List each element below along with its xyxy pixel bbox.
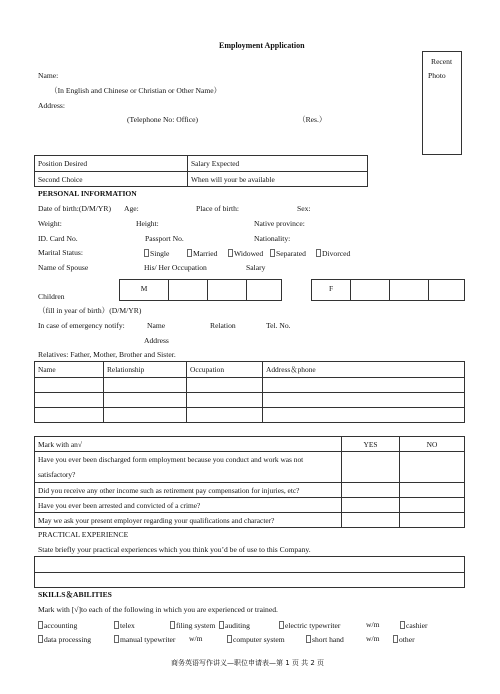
place-of-birth-label: Place of birth: <box>196 204 240 213</box>
sex-label: Sex: <box>297 204 311 213</box>
question-2-yes[interactable] <box>342 483 400 498</box>
dob-label: Date of birth:(D/M/YR) <box>38 204 111 213</box>
emergency-name-label: Name <box>147 321 166 330</box>
divorced-checkbox[interactable]: Divorced <box>316 249 350 258</box>
separated-checkbox[interactable]: Separated <box>270 249 306 258</box>
children-male-table <box>119 279 282 301</box>
fill-year-note: （fill in year of birth）(D/M/YR) <box>38 306 142 315</box>
id-card-label: ID. Card No. <box>38 234 78 243</box>
telephone-office-label: (Telephone No: Office) <box>127 115 199 124</box>
age-label: Age: <box>124 204 139 213</box>
page-footer: 商务英语写作讲义—职位申请表—第 1 页 共 2 页 <box>171 659 325 667</box>
children-label: Children <box>38 292 65 301</box>
skills-prompt: Mark with [√]to each of the following in which you are experienced or trained. <box>38 605 278 614</box>
table-row <box>35 393 465 408</box>
question-1-line-1: Have you ever been discharged form employment because you conduct and work was not <box>35 452 342 468</box>
no-header: NO <box>400 437 465 452</box>
male-cell[interactable] <box>247 280 282 301</box>
height-label: Height: <box>136 219 159 228</box>
mark-header: Mark with an√ <box>35 437 342 452</box>
question-2-no[interactable] <box>400 483 465 498</box>
question-3-yes[interactable] <box>342 498 400 513</box>
photo-label-photo: Photo <box>428 71 446 80</box>
practical-line[interactable] <box>35 557 465 573</box>
computer-system-checkbox[interactable]: computer system <box>227 635 285 644</box>
address-label: Address: <box>38 101 65 110</box>
widowed-checkbox[interactable]: Widowed <box>228 249 263 258</box>
native-province-label: Native province: <box>254 219 305 228</box>
male-cell[interactable] <box>169 280 208 301</box>
salary-expected-cell[interactable]: Salary Expected <box>188 156 368 172</box>
wm-label-1: w/m <box>366 620 380 629</box>
relatives-col-name: Name <box>35 362 104 378</box>
wm-label-2: w/m <box>189 634 203 643</box>
salary-label: Salary <box>246 263 266 272</box>
question-3: Have you ever been arrested and convicted of a crime? <box>35 498 342 513</box>
emergency-address-label: Address <box>144 336 169 345</box>
page-title: Employment Application <box>219 41 305 50</box>
emergency-relation-label: Relation <box>210 321 236 330</box>
question-1-no[interactable] <box>400 452 465 483</box>
relatives-col-occupation: Occupation <box>187 362 263 378</box>
auditing-checkbox[interactable]: auditing <box>219 621 250 630</box>
second-choice-cell[interactable]: Second Choice <box>35 172 188 187</box>
emergency-tel-label: Tel. No. <box>266 321 291 330</box>
table-row <box>35 408 465 423</box>
spouse-name-label: Name of Spouse <box>38 263 89 272</box>
manual-typewriter-checkbox[interactable]: manual typewriter <box>114 635 175 644</box>
relatives-table <box>34 361 465 423</box>
question-4-no[interactable] <box>400 513 465 528</box>
skills-heading: SKILLS＆ABILITIES <box>38 590 112 599</box>
children-female-table <box>311 279 465 301</box>
married-checkbox[interactable]: Married <box>187 249 217 258</box>
female-cell[interactable] <box>390 280 429 301</box>
photo-label-recent: Recent <box>431 57 453 66</box>
question-2: Did you receive any other income such as retirement pay compensation for injuries, etc? <box>35 483 342 498</box>
male-header: M <box>120 280 169 301</box>
personal-info-heading: PERSONAL INFORMATION <box>38 189 137 198</box>
spouse-occupation-label: His/ Her Occupation <box>144 263 207 272</box>
telephone-res-label: （Res.） <box>298 115 327 124</box>
practical-table <box>34 556 465 588</box>
questions-table <box>34 436 465 528</box>
table-row <box>35 378 465 393</box>
weight-label: Weight: <box>38 219 62 228</box>
practical-prompt: State briefly your practical experiences which you think you’d be of use to this Company. <box>38 545 311 554</box>
single-checkbox[interactable]: Single <box>144 249 169 258</box>
question-4: May we ask your present employer regarding your qualifications and character? <box>35 513 342 528</box>
data-processing-checkbox[interactable]: data processing <box>38 635 91 644</box>
female-cell[interactable] <box>351 280 390 301</box>
relatives-col-relationship: Relationship <box>104 362 187 378</box>
passport-label: Passport No. <box>145 234 184 243</box>
telex-checkbox[interactable]: telex <box>114 621 135 630</box>
question-1-line-2: satisfactory? <box>35 468 342 483</box>
female-header: F <box>312 280 351 301</box>
question-3-no[interactable] <box>400 498 465 513</box>
short-hand-checkbox[interactable]: short hand <box>306 635 344 644</box>
filing-system-checkbox[interactable]: filing system <box>170 621 215 630</box>
relatives-col-address: Address＆phone <box>263 362 465 378</box>
position-table <box>34 155 368 187</box>
name-label: Name: <box>38 71 59 80</box>
yes-header: YES <box>342 437 400 452</box>
name-hint: （In English and Chinese or Christian or Other Name） <box>50 86 222 95</box>
electric-typewriter-checkbox[interactable]: electric typewriter <box>279 621 340 630</box>
question-1-yes[interactable] <box>342 452 400 483</box>
nationality-label: Nationality: <box>254 234 291 243</box>
cashier-checkbox[interactable]: cashier <box>400 621 428 630</box>
question-4-yes[interactable] <box>342 513 400 528</box>
marital-status-label: Marital Status: <box>38 248 83 257</box>
female-cell[interactable] <box>429 280 465 301</box>
photo-box <box>422 51 462 155</box>
male-cell[interactable] <box>208 280 247 301</box>
position-desired-cell[interactable]: Position Desired <box>35 156 188 172</box>
relatives-heading: Relatives: Father, Mother, Brother and Sister. <box>38 350 176 359</box>
wm-label-3: w/m <box>366 634 380 643</box>
accounting-checkbox[interactable]: accounting <box>38 621 77 630</box>
other-checkbox[interactable]: other <box>393 635 415 644</box>
practical-line[interactable] <box>35 573 465 588</box>
practical-heading: PRACTICAL EXPERIENCE <box>38 530 129 539</box>
availability-cell[interactable]: When will your be available <box>188 172 368 187</box>
emergency-label: In case of emergency notify: <box>38 321 125 330</box>
